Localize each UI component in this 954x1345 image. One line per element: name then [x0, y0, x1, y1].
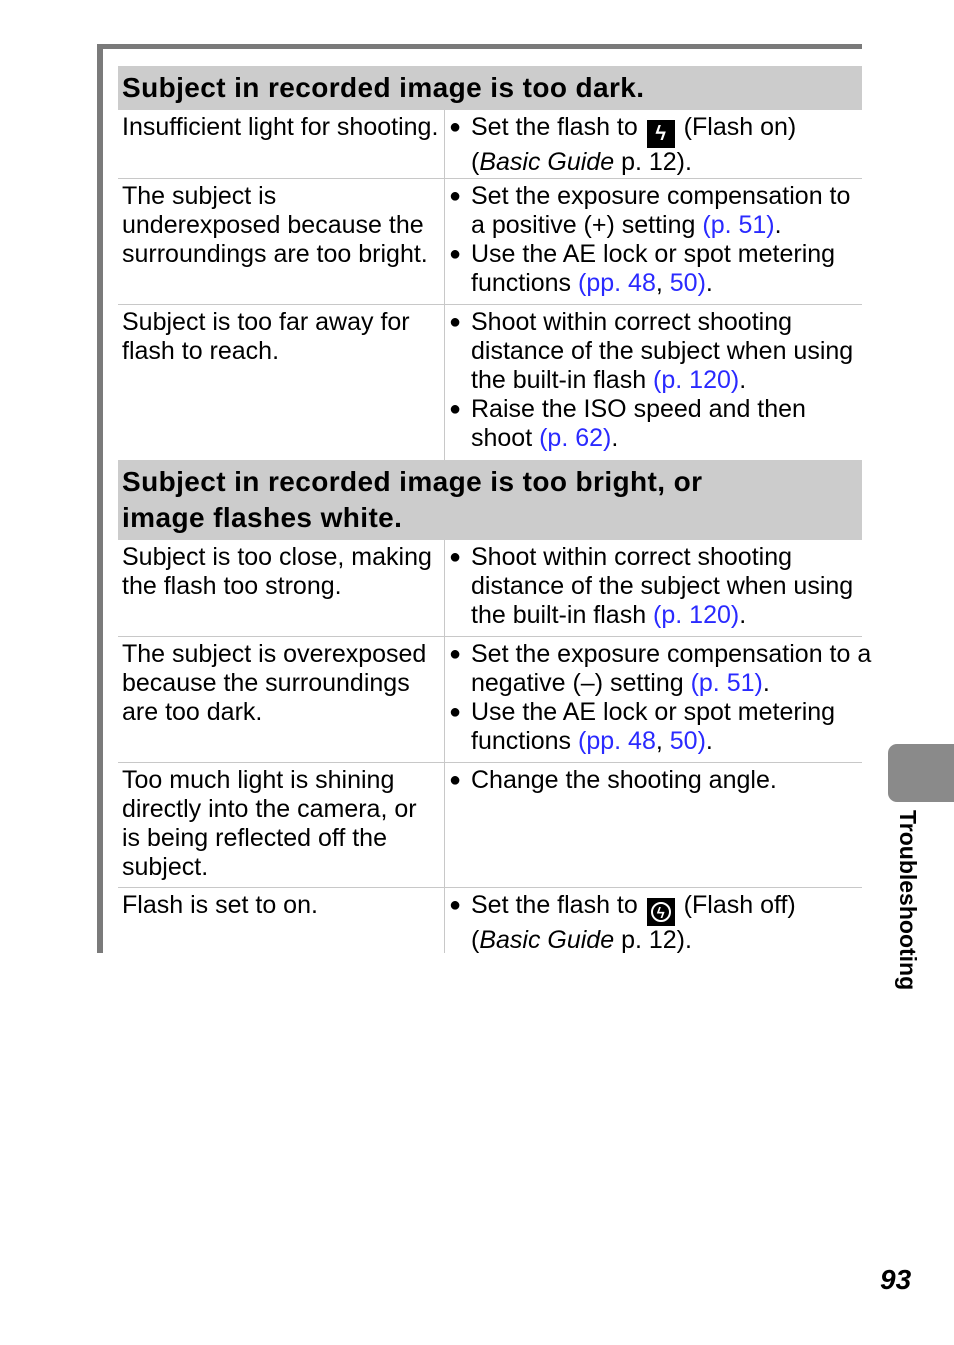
remedy-line: [471, 240, 850, 269]
remedy-bullet: [449, 395, 853, 453]
remedy-line: [471, 572, 853, 601]
cause-cell: [122, 766, 417, 882]
bullet-icon: ●: [449, 398, 462, 420]
remedy-bullet: [449, 182, 850, 240]
remedy-text: .: [774, 211, 782, 239]
remedy-line: [471, 308, 853, 337]
column-divider: [444, 110, 445, 178]
remedy-text: p. 12).: [614, 926, 692, 954]
remedy-text: distance of the subject when using: [471, 572, 854, 600]
bullet-icon: ●: [449, 185, 462, 207]
cause-line: Subject is too close, making: [122, 543, 432, 571]
page-link[interactable]: (p. 62): [539, 424, 612, 452]
remedy-bullet: [449, 543, 853, 630]
remedy-cell: [449, 182, 850, 298]
remedy-line: [471, 698, 871, 727]
remedy-line: [471, 727, 871, 756]
column-divider: [444, 888, 445, 953]
cause-line: subject.: [122, 853, 209, 881]
cause-line: flash to reach.: [122, 337, 280, 365]
remedy-line: [471, 640, 871, 669]
remedy-line: [471, 395, 853, 424]
page-link[interactable]: (pp. 48: [578, 727, 656, 755]
page-link[interactable]: 50): [669, 727, 706, 755]
table-row: [118, 178, 862, 304]
section-tab: [888, 744, 954, 802]
bullet-icon: ●: [449, 116, 462, 138]
cause-cell: [122, 543, 432, 601]
flash-off-icon: ϟ: [647, 898, 675, 926]
page-link[interactable]: (p. 51): [690, 669, 763, 697]
remedy-line: [471, 113, 796, 148]
remedy-line: [471, 424, 853, 453]
bullet-icon: ●: [449, 894, 462, 916]
remedy-cell: [449, 543, 853, 630]
remedy-line: [471, 891, 796, 926]
section-heading: [118, 66, 862, 110]
remedy-line: [471, 148, 796, 177]
cause-line: The subject is overexposed: [122, 640, 427, 668]
remedy-bullet: [449, 698, 871, 756]
bullet-icon: ●: [449, 769, 462, 791]
remedy-text: Change the shooting angle.: [471, 766, 777, 794]
remedy-text: (Flash off): [676, 891, 796, 919]
column-divider: [444, 540, 445, 636]
remedy-line: [471, 269, 850, 298]
remedy-text: Shoot within correct shooting: [471, 543, 793, 571]
remedy-bullet: [449, 640, 871, 698]
heading-line: image flashes white.: [122, 502, 403, 533]
remedy-text: Raise the ISO speed and then: [471, 395, 806, 423]
page-number: 93: [880, 1264, 912, 1295]
remedy-line: [471, 766, 777, 795]
bullet-icon: ●: [449, 243, 462, 265]
page-link[interactable]: (p. 120): [653, 601, 740, 629]
remedy-text: (: [471, 148, 480, 176]
flash-on-icon: ϟ: [647, 120, 675, 148]
remedy-text: Basic Guide: [479, 926, 615, 954]
remedy-line: [471, 182, 850, 211]
remedy-bullet: [449, 240, 850, 298]
cause-cell: [122, 182, 428, 269]
remedy-line: [471, 366, 853, 395]
remedy-text: Set the flash to: [471, 891, 645, 919]
cause-line: surroundings are too bright.: [122, 240, 428, 268]
table-row: [118, 110, 862, 178]
column-divider: [444, 179, 445, 304]
cause-cell: [122, 308, 410, 366]
remedy-text: .: [739, 601, 747, 629]
remedy-text: negative (–) setting: [471, 669, 691, 697]
remedy-text: Use the AE lock or spot metering: [471, 240, 836, 268]
section-tab-label: Troubleshooting: [895, 810, 921, 991]
remedy-text: distance of the subject when using: [471, 337, 854, 365]
cause-line: Insufficient light for shooting.: [122, 113, 439, 141]
remedy-text: ,: [655, 269, 670, 297]
remedy-text: ,: [655, 727, 670, 755]
remedy-text: Basic Guide: [479, 148, 615, 176]
heading-line: Subject in recorded image is too dark.: [122, 72, 645, 103]
bullet-icon: ●: [449, 643, 462, 665]
remedy-bullet: [449, 113, 796, 177]
remedy-text: .: [762, 669, 770, 697]
remedy-cell: [449, 891, 796, 955]
remedy-cell: [449, 113, 796, 177]
remedy-line: [471, 211, 850, 240]
remedy-text: (: [471, 926, 480, 954]
cause-line: The subject is: [122, 182, 277, 210]
remedy-line: [471, 926, 796, 955]
remedy-text: the built-in flash: [471, 366, 654, 394]
remedy-cell: [449, 640, 871, 756]
remedy-text: Shoot within correct shooting: [471, 308, 793, 336]
remedy-text: functions: [471, 269, 579, 297]
remedy-text: p. 12).: [614, 148, 692, 176]
top-rule: [97, 44, 862, 49]
table-row: [118, 304, 862, 460]
cause-cell: [122, 113, 438, 142]
bullet-icon: ●: [449, 701, 462, 723]
bullet-icon: ●: [449, 546, 462, 568]
table-row: [118, 887, 862, 953]
remedy-cell: [449, 766, 777, 795]
remedy-text: .: [705, 727, 713, 755]
cause-line: Too much light is shining: [122, 766, 395, 794]
cause-line: are too dark.: [122, 698, 263, 726]
cause-line: directly into the camera, or: [122, 795, 417, 823]
remedy-text: Set the exposure compensation to a: [471, 640, 872, 668]
column-divider: [444, 763, 445, 887]
table-row: [118, 762, 862, 887]
left-rule: [97, 44, 103, 953]
page-link[interactable]: (p. 51): [702, 211, 775, 239]
bullet-icon: ●: [449, 311, 462, 333]
remedy-cell: [449, 308, 853, 453]
cause-line: underexposed because the: [122, 211, 424, 239]
column-divider: [444, 305, 445, 460]
cause-line: Flash is set to on.: [122, 891, 318, 919]
remedy-text: functions: [471, 727, 579, 755]
cause-cell: [122, 640, 426, 727]
cause-line: Subject is too far away for: [122, 308, 410, 336]
remedy-bullet: [449, 308, 853, 395]
cause-cell: [122, 891, 318, 920]
column-divider: [444, 637, 445, 762]
remedy-text: .: [739, 366, 747, 394]
page-link[interactable]: 50): [669, 269, 706, 297]
remedy-text: .: [611, 424, 619, 452]
remedy-text: Set the exposure compensation to: [471, 182, 851, 210]
table-row: [118, 636, 872, 762]
remedy-text: .: [705, 269, 713, 297]
remedy-bullet: [449, 891, 796, 955]
section-heading: [118, 460, 862, 540]
remedy-text: (Flash on): [676, 113, 797, 141]
remedy-line: [471, 543, 853, 572]
remedy-text: the built-in flash: [471, 601, 654, 629]
remedy-text: shoot: [471, 424, 540, 452]
remedy-text: Use the AE lock or spot metering: [471, 698, 836, 726]
cause-line: the flash too strong.: [122, 572, 342, 600]
remedy-line: [471, 337, 853, 366]
remedy-text: Set the flash to: [471, 113, 645, 141]
page-link[interactable]: (pp. 48: [578, 269, 656, 297]
remedy-text: a positive (+) setting: [471, 211, 703, 239]
table-row: [118, 540, 862, 636]
heading-line: Subject in recorded image is too bright, or: [122, 466, 703, 497]
remedy-line: [471, 601, 853, 630]
cause-line: is being reflected off the: [122, 824, 387, 852]
cause-line: because the surroundings: [122, 669, 410, 697]
page-link[interactable]: (p. 120): [653, 366, 740, 394]
remedy-bullet: [449, 766, 777, 795]
remedy-line: [471, 669, 871, 698]
